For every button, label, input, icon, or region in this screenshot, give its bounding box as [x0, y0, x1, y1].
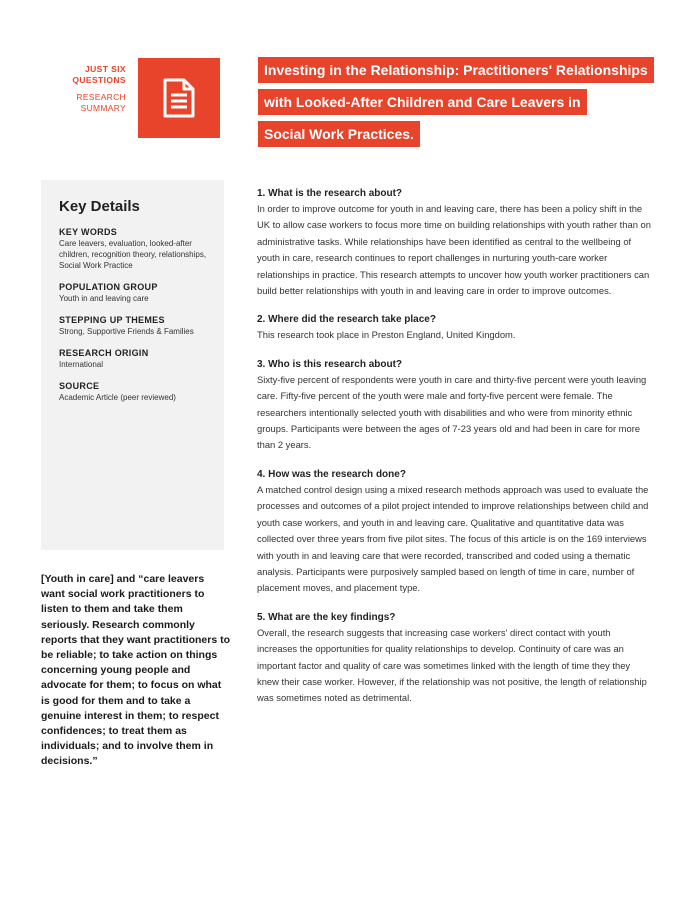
- section-question: 2. Where did the research take place?: [257, 314, 436, 326]
- section-findings: [257, 610, 653, 707]
- section-who: [257, 357, 653, 454]
- section-answer: Overall, the research suggests that increasing case workers' direct contact with youth increases the opportunities for quality relationships to develop. Continuity of care was an important factor and quality of care was sometimes linked with the length of time they they knew their case worker. However, if the relationship was not positive, the length of relationship was sometimes noted as detrimental.: [257, 626, 647, 704]
- key-words-value: Care leavers, evaluation, looked-after children, recognition theory, relationships, Social Work Practice: [59, 239, 207, 270]
- population-group-value: Youth in and leaving care: [59, 294, 149, 303]
- key-details-panel: [41, 180, 224, 550]
- brand-line-research: RESEARCH: [76, 92, 126, 102]
- section-what: [257, 186, 653, 299]
- section-answer: A matched control design using a mixed research methods approach was used to evaluate the processes and outcomes of a pilot project intended to improve relationships between child and youth case workers, and youth in and leaving care. Qualitative and quantitative data was collected over three years from five pilot sites. The focus of this article is on the 169 interviews with youth in and leaving care that were recorded, transcribed and coded using a thematic analysis. Participants were purposively sampled based on length of time in care, number of placement moves, and placement type.: [257, 483, 649, 594]
- stepping-up-themes-value: Strong, Supportive Friends & Families: [59, 327, 194, 336]
- source-label: SOURCE: [59, 381, 100, 391]
- research-origin-label: RESEARCH ORIGIN: [59, 348, 149, 358]
- stepping-up-themes-label: STEPPING UP THEMES: [59, 315, 165, 325]
- section-question: 5. What are the key findings?: [257, 611, 396, 623]
- source-value: Academic Article (peer reviewed): [59, 393, 176, 402]
- section-question: 1. What is the research about?: [257, 188, 403, 199]
- document-icon-box: [138, 58, 220, 138]
- questions-content: [257, 186, 653, 720]
- section-answer: Sixty-five percent of respondents were youth in care and thirty-five percent were youth leaving care. Fifty-five percent of the youth were male and forty-five percent were female. The researchers intentionally selected youth with disabilities and who were from minority ethnic groups. Participants were between the ages of 7-23 years old and had been in care for more than 2 years.: [257, 373, 647, 451]
- brand-label: [40, 64, 126, 114]
- title-line: Social Work Practices.: [258, 121, 420, 147]
- research-origin-value: International: [59, 360, 104, 369]
- brand-line-questions: QUESTIONS: [72, 75, 126, 85]
- section-question: 4. How was the research done?: [257, 468, 406, 480]
- brand-line-summary: SUMMARY: [80, 103, 126, 113]
- title-line: with Looked-After Children and Care Leavers in: [258, 89, 587, 115]
- section-how: [257, 467, 653, 597]
- document-icon: [163, 78, 195, 118]
- page-title: [258, 57, 658, 153]
- section-answer: In order to improve outcome for youth in and leaving care, there has been a policy shift in the UK to allow case workers to focus more time on building relationships with youth rather than on administrative tasks. While relationships have been identified as central to the wellbeing of youth in care, research continues to report challenges in nurturing youth-care worker relationships in practice. This research attempts to uncover how youth worker practitioners can build better relationships with youth in and leaving care in order to improve outcomes.: [257, 203, 651, 297]
- key-words-label: KEY WORDS: [59, 227, 118, 237]
- population-group-label: POPULATION GROUP: [59, 282, 158, 292]
- section-question: 3. Who is this research about?: [257, 358, 403, 370]
- key-details-heading: Key Details: [59, 198, 140, 215]
- section-answer: This research took place in Preston England, United Kingdom.: [257, 329, 516, 341]
- pull-quote: [Youth in care] and “care leavers want social work practitioners to listen to them and take them seriously. Research commonly reports that they want practitioners to be reliable; to take action on things concerning young people and advocate for them; to focus on what is good for them and to take a genuine interest in them; to respect confidences; to treat them as individuals; and to involve them in decisions.”: [41, 573, 231, 768]
- title-line: Investing in the Relationship: Practitioners' Relationships: [258, 57, 654, 83]
- brand-line-just-six: JUST SIX: [85, 64, 126, 74]
- section-where: [257, 312, 653, 343]
